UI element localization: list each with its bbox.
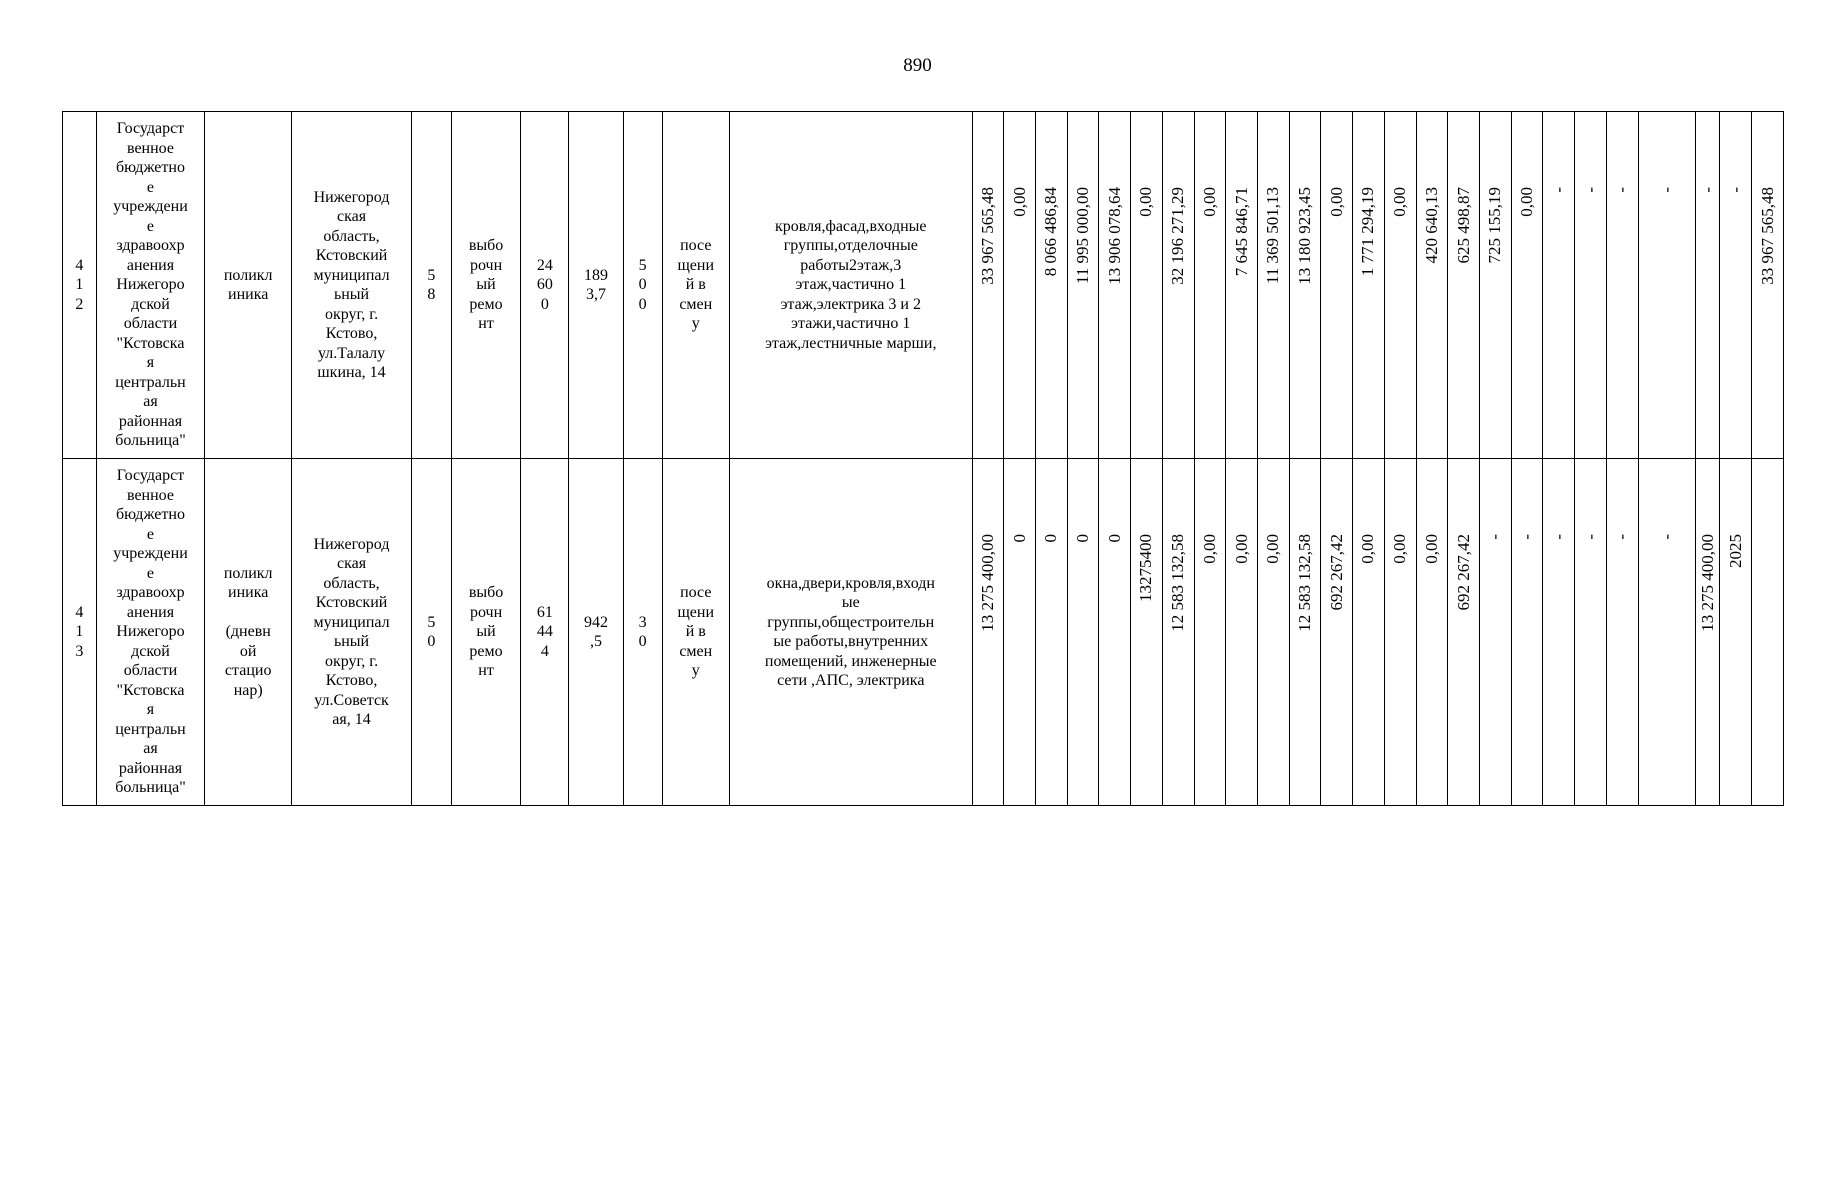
page-number: 890 [903, 55, 932, 76]
amount-value: 33 967 565,48 [977, 187, 997, 285]
amount-cell [1226, 459, 1258, 806]
dash-value: - [1612, 187, 1632, 193]
dash-value: - [1580, 534, 1600, 540]
dash-cell [1606, 459, 1638, 806]
amount-value: 0 [1104, 534, 1124, 543]
capacity-value: 3 0 [623, 459, 662, 806]
amount-value: 13 906 078,64 [1104, 187, 1124, 285]
amount-cell [1321, 459, 1353, 806]
amount-cell [1035, 459, 1067, 806]
dash-value: - [1548, 187, 1568, 193]
organization-name: Государст венное бюджетно е учреждени е здравоохр анения Нижегоро дской области "Кстовска я центральн ая районная больница" [96, 112, 204, 459]
amount-value: 0,00 [1517, 187, 1537, 217]
amount-cell [1099, 112, 1131, 459]
amount-cell [1067, 112, 1099, 459]
dash-cell [1543, 112, 1575, 459]
facility-address: Нижегород ская область, Кстовский муниципал ьный округ, г. Кстово, ул.Советск ая, 14 [292, 459, 412, 806]
amount-value: 692 267,42 [1326, 534, 1346, 611]
facility-type: поликл иника (дневн ой стацио нар) [205, 459, 292, 806]
amount-cell [1194, 112, 1226, 459]
amount-value: 0,00 [1009, 187, 1029, 217]
amount-cell [972, 459, 1004, 806]
amount-value: 2025 [1725, 534, 1745, 568]
amount-value: 0,00 [1199, 534, 1219, 564]
facility-type: поликл иника [205, 112, 292, 459]
amount-cell [1448, 112, 1480, 459]
amount-cell [1099, 459, 1131, 806]
row-number: 4 1 3 [63, 459, 97, 806]
repair-program-table [62, 111, 1784, 806]
dash-cell [1720, 112, 1752, 459]
amount-value: 8 066 486,84 [1041, 187, 1061, 277]
facility-address: Нижегород ская область, Кстовский муниципал ьный округ, г. Кстово, ул.Талалу шкина, 14 [292, 112, 412, 459]
amount-cell [1257, 112, 1289, 459]
amount-value: 0,00 [1199, 187, 1219, 217]
amount-value: 420 640,13 [1421, 187, 1441, 264]
work-type: выбо рочн ый ремо нт [451, 459, 521, 806]
amount-value: 725 155,19 [1485, 187, 1505, 264]
amount-value: 0,00 [1390, 187, 1410, 217]
wear-percent: 5 0 [411, 459, 451, 806]
amount-cell [1321, 112, 1353, 459]
amount-cell [1226, 112, 1258, 459]
amount-cell [1194, 459, 1226, 806]
dash-cell [1695, 112, 1720, 459]
dash-value: - [1612, 534, 1632, 540]
amount-value: 32 196 271,29 [1168, 187, 1188, 285]
amount-value: 0 [1009, 534, 1029, 543]
amount-cell [1162, 112, 1194, 459]
amount-cell [1448, 459, 1480, 806]
amount-value: 13275400 [1136, 534, 1156, 602]
dash-cell [1638, 459, 1695, 806]
dash-value: - [1580, 187, 1600, 193]
amount-value: 7 645 846,71 [1231, 187, 1251, 277]
dash-value: - [1485, 534, 1505, 540]
dash-cell [1606, 112, 1638, 459]
amount-value: 33 967 565,48 [1757, 187, 1777, 285]
dash-value: - [1697, 187, 1717, 193]
amount-cell [972, 112, 1004, 459]
dash-value: - [1656, 534, 1676, 540]
wear-percent: 5 8 [411, 112, 451, 459]
capacity-unit: посе щени й в смен у [662, 112, 730, 459]
amount-value: 0,00 [1421, 534, 1441, 564]
amount-value: 0,00 [1390, 534, 1410, 564]
amount-value: 13 275 400,00 [977, 534, 997, 632]
dash-value: - [1517, 534, 1537, 540]
amount-cell [1035, 112, 1067, 459]
organization-name: Государст венное бюджетно е учреждени е здравоохр анения Нижегоро дской области "Кстовска я центральн ая районная больница" [96, 459, 204, 806]
work-type: выбо рочн ый ремо нт [451, 112, 521, 459]
amount-value: 0,00 [1358, 534, 1378, 564]
amount-cell [1004, 112, 1036, 459]
row-number: 4 1 2 [63, 112, 97, 459]
dash-cell [1480, 459, 1512, 806]
amount-cell [1289, 459, 1321, 806]
dash-cell [1575, 459, 1607, 806]
amount-cell [1162, 459, 1194, 806]
amount-cell [1384, 459, 1416, 806]
amount-cell [1511, 112, 1543, 459]
dash-value: - [1656, 187, 1676, 193]
amount-cell [1384, 112, 1416, 459]
amount-cell [1416, 459, 1448, 806]
amount-value: 11 369 501,13 [1263, 187, 1283, 285]
amount-value: 0,00 [1263, 534, 1283, 564]
amount-cell [1131, 459, 1163, 806]
amount-cell [1695, 459, 1720, 806]
amount-value: 12 583 132,58 [1295, 534, 1315, 632]
amount-cell [1257, 459, 1289, 806]
area-value-secondary: 942 ,5 [569, 459, 623, 806]
amount-value: 12 583 132,58 [1168, 534, 1188, 632]
works-description: окна,двери,кровля,входн ые группы,общестроительн ые работы,внутренних помещений, инженерные сети ,АПС, электрика [730, 459, 972, 806]
amount-value: 13 180 923,45 [1295, 187, 1315, 285]
amount-cell [1067, 459, 1099, 806]
amount-value: 692 267,42 [1453, 534, 1473, 611]
dash-value: - [1548, 534, 1568, 540]
amount-cell [1289, 112, 1321, 459]
amount-cell [1131, 112, 1163, 459]
amount-cell [1353, 112, 1385, 459]
amount-value: 0,00 [1326, 187, 1346, 217]
amount-cell [1480, 112, 1512, 459]
amount-cell [1353, 459, 1385, 806]
dash-cell [1543, 459, 1575, 806]
amount-value: 0 [1041, 534, 1061, 543]
amount-value: 11 995 000,00 [1073, 187, 1093, 285]
area-value: 24 60 0 [521, 112, 569, 459]
amount-cell [1004, 459, 1036, 806]
dash-cell [1575, 112, 1607, 459]
area-value-secondary: 189 3,7 [569, 112, 623, 459]
table-row [63, 459, 1784, 806]
capacity-unit: посе щени й в смен у [662, 459, 730, 806]
table-row [63, 112, 1784, 459]
amount-cell [1720, 459, 1752, 806]
amount-cell [1416, 112, 1448, 459]
amount-value: 0 [1073, 534, 1093, 543]
dash-cell [1511, 459, 1543, 806]
empty-cell [1752, 459, 1784, 806]
amount-value: 0,00 [1231, 534, 1251, 564]
amount-cell [1752, 112, 1784, 459]
amount-value: 625 498,87 [1453, 187, 1473, 264]
amount-value: 1 771 294,19 [1358, 187, 1378, 277]
dash-cell [1638, 112, 1695, 459]
amount-value: 13 275 400,00 [1697, 534, 1717, 632]
dash-value: - [1725, 187, 1745, 193]
capacity-value: 5 0 0 [623, 112, 662, 459]
works-description: кровля,фасад,входные группы,отделочные работы2этаж,3 этаж,частично 1 этаж,электрика 3 и 2 этажи,частично 1 этаж,лестничные марши, [730, 112, 972, 459]
amount-value: 0,00 [1136, 187, 1156, 217]
area-value: 61 44 4 [521, 459, 569, 806]
